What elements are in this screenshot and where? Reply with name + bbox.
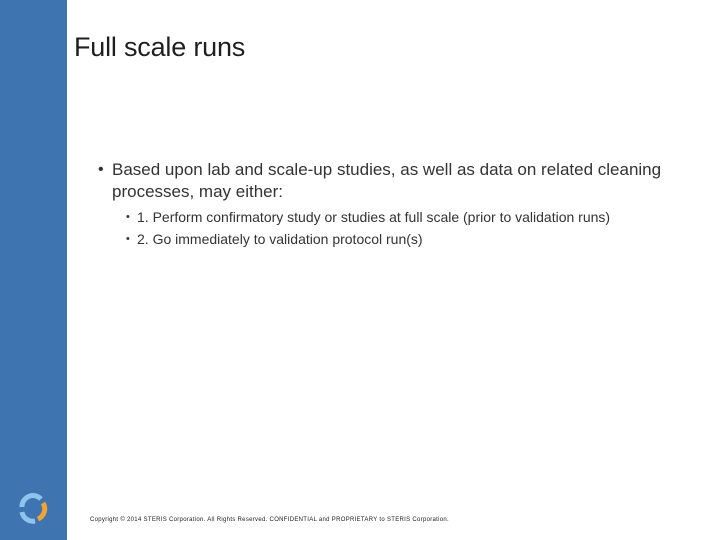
slide-title: Full scale runs xyxy=(74,32,246,62)
copyright-footer: Copyright © 2014 STERIS Corporation. All Rights Reserved. CONFIDENTIAL and PROPRIETARY to STERIS Corporation. xyxy=(90,517,450,523)
sub-bullet-text: 2. Go immediately to validation protocol run(s) xyxy=(137,231,423,247)
sub-bullet-item xyxy=(126,230,678,249)
bullet-marker: • xyxy=(98,161,104,178)
steris-logo-icon xyxy=(16,491,50,527)
bullet-text: Based upon lab and scale-up studies, as well as data on related cleaning processes, may either: xyxy=(112,160,662,201)
sub-bullet-text: 1. Perform confirmatory study or studies at full scale (prior to validation runs) xyxy=(137,209,611,225)
sub-bullet-marker: • xyxy=(126,211,130,223)
sub-bullet-item xyxy=(126,208,678,227)
sidebar-band xyxy=(0,0,67,540)
sub-bullet-marker: • xyxy=(126,233,130,245)
bullet-item xyxy=(98,159,678,203)
bullet-list xyxy=(98,159,678,249)
